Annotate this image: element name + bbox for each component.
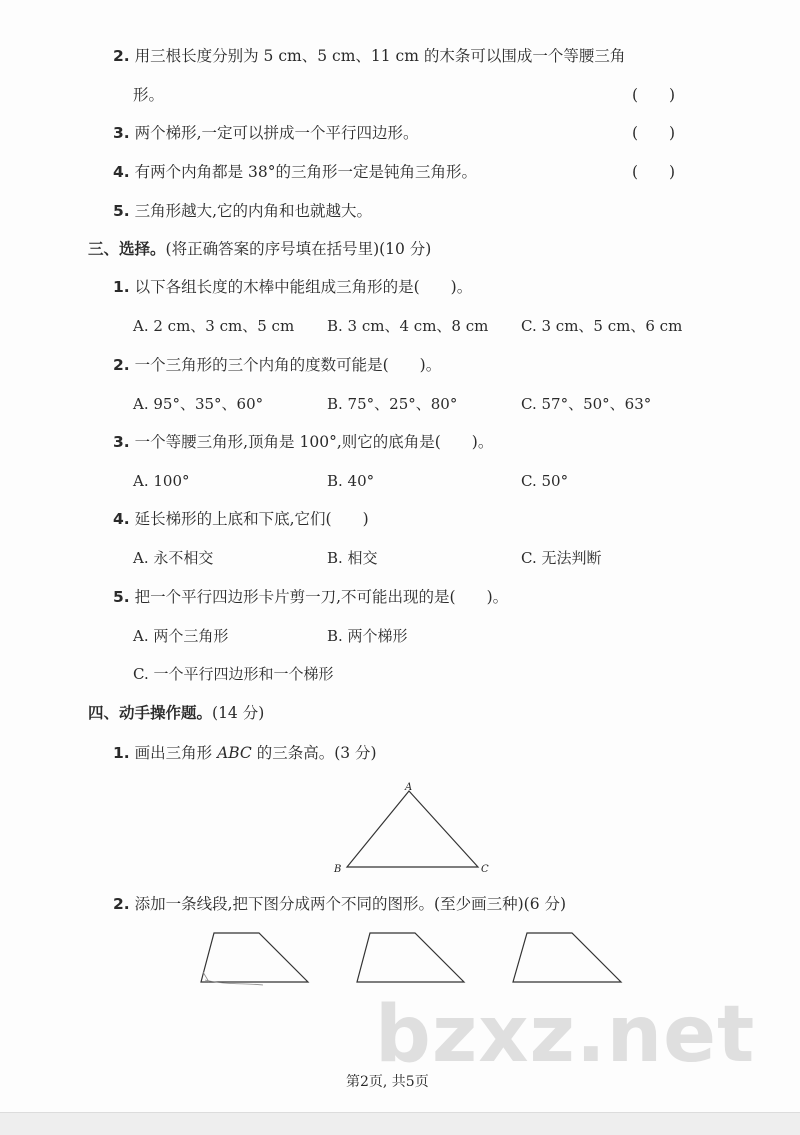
trapezoid-figure-2 bbox=[350, 925, 480, 995]
item-number: 3. bbox=[113, 124, 130, 142]
question-number: 2. bbox=[113, 356, 130, 374]
option-a: A. 2 cm、3 cm、5 cm bbox=[133, 317, 295, 335]
watermark: bzxz.net bbox=[375, 990, 756, 1080]
trapezoid bbox=[201, 933, 308, 982]
drawing-question-2 bbox=[113, 893, 566, 915]
option-b: B. 相交 bbox=[327, 549, 378, 567]
choice-question-1 bbox=[113, 276, 472, 298]
item-number: 4. bbox=[113, 163, 130, 181]
section-4-heading bbox=[88, 702, 264, 724]
question-text: 延长梯形的上底和下底,它们( ) bbox=[134, 510, 369, 528]
triangle-abc-figure bbox=[330, 780, 500, 875]
trapezoid-figure-1 bbox=[195, 925, 325, 995]
page-footer: 第2页, 共5页 bbox=[346, 1074, 429, 1090]
question-text: 以下各组长度的木棒中能组成三角形的是( )。 bbox=[134, 278, 473, 296]
vertex-label-c: C bbox=[481, 864, 489, 875]
choice-question-5 bbox=[113, 586, 508, 608]
option-a: A. 两个三角形 bbox=[133, 627, 229, 645]
trapezoid-figure-3 bbox=[505, 925, 635, 995]
judge-item-4 bbox=[113, 161, 477, 183]
trapezoid bbox=[513, 933, 621, 982]
section-title: 四、动手操作题。 bbox=[88, 703, 213, 722]
drawing-question-1 bbox=[113, 742, 377, 764]
option-c: C. 50° bbox=[521, 472, 569, 490]
question-number: 5. bbox=[113, 588, 130, 606]
triangle-name: ABC bbox=[217, 744, 252, 762]
option-b: B. 两个梯形 bbox=[327, 627, 408, 645]
judge-item-5 bbox=[113, 200, 372, 222]
item-text: 用三根长度分别为 5 cm、5 cm、11 cm 的木条可以围成一个等腰三角 bbox=[134, 47, 626, 65]
option-b: B. 3 cm、4 cm、8 cm bbox=[327, 317, 489, 335]
judge-item-3 bbox=[113, 122, 419, 144]
choice-question-2 bbox=[113, 354, 441, 376]
viewer-bottom-bar bbox=[0, 1112, 800, 1135]
option-a: A. 永不相交 bbox=[133, 549, 214, 567]
question-number: 3. bbox=[113, 433, 130, 451]
section-3-heading bbox=[88, 238, 431, 260]
answer-parens: ( ) bbox=[632, 86, 676, 104]
item-text: 三角形越大,它的内角和也就越大。 bbox=[134, 202, 373, 220]
section-note: (14 分) bbox=[212, 704, 265, 722]
item-number: 2. bbox=[113, 47, 130, 65]
question-text: 添加一条线段,把下图分成两个不同的图形。(至少画三种)(6 分) bbox=[134, 895, 567, 913]
question-text: 一个三角形的三个内角的度数可能是( )。 bbox=[134, 356, 442, 374]
item-number: 5. bbox=[113, 202, 130, 220]
answer-parens: ( ) bbox=[632, 124, 676, 142]
option-c: C. 3 cm、5 cm、6 cm bbox=[521, 317, 683, 335]
judge-item-2-continued: 形。 bbox=[133, 86, 165, 104]
pencil-marks bbox=[203, 972, 263, 985]
question-number: 2. bbox=[113, 895, 130, 913]
option-b: B. 40° bbox=[327, 472, 375, 490]
option-c: C. 57°、50°、63° bbox=[521, 395, 652, 413]
section-title: 三、选择。 bbox=[88, 239, 166, 258]
option-c: C. 无法判断 bbox=[521, 549, 602, 567]
question-text-a: 画出三角形 bbox=[134, 744, 218, 762]
option-c: C. 一个平行四边形和一个梯形 bbox=[133, 665, 334, 683]
trapezoid bbox=[357, 933, 464, 982]
question-text-b: 的三条高。(3 分) bbox=[251, 744, 377, 762]
question-text: 一个等腰三角形,顶角是 100°,则它的底角是( )。 bbox=[134, 433, 494, 451]
option-a: A. 95°、35°、60° bbox=[133, 395, 264, 413]
triangle-abc bbox=[347, 791, 478, 867]
vertex-label-b: B bbox=[334, 864, 342, 875]
section-note: (将正确答案的序号填在括号里)(10 分) bbox=[165, 240, 432, 258]
option-b: B. 75°、25°、80° bbox=[327, 395, 458, 413]
question-number: 1. bbox=[113, 278, 130, 296]
item-text: 有两个内角都是 38°的三角形一定是钝角三角形。 bbox=[134, 163, 478, 181]
choice-question-4 bbox=[113, 508, 369, 530]
option-a: A. 100° bbox=[133, 472, 190, 490]
answer-parens: ( ) bbox=[632, 163, 676, 181]
question-number: 1. bbox=[113, 744, 130, 762]
judge-item-2 bbox=[113, 45, 625, 67]
vertex-label-a: A bbox=[405, 782, 413, 793]
choice-question-3 bbox=[113, 431, 493, 453]
item-text: 两个梯形,一定可以拼成一个平行四边形。 bbox=[134, 124, 419, 142]
question-number: 4. bbox=[113, 510, 130, 528]
question-text: 把一个平行四边形卡片剪一刀,不可能出现的是( )。 bbox=[134, 588, 509, 606]
